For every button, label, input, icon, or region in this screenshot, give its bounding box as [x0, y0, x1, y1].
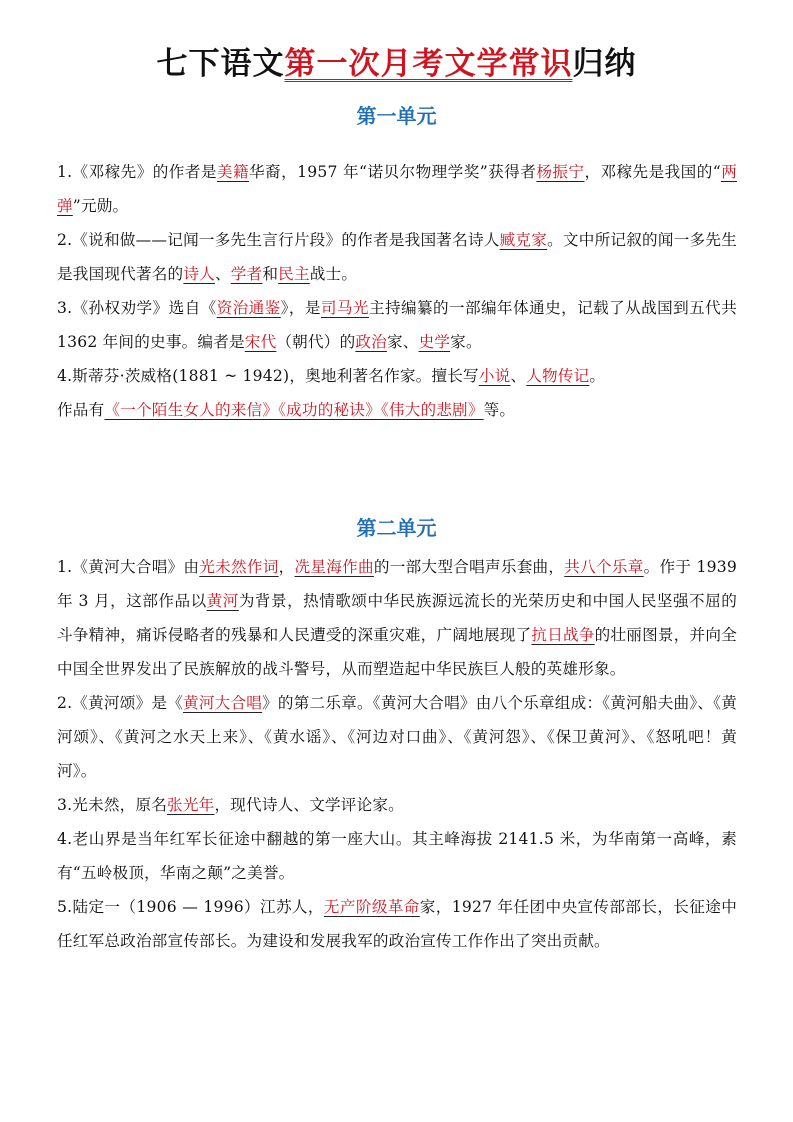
- highlighted-term: 资治通鉴: [216, 299, 281, 317]
- highlighted-term: 司马光: [320, 299, 369, 317]
- highlighted-term: 黄河: [206, 592, 239, 610]
- highlighted-term: 光未然作词: [199, 558, 279, 576]
- text-segment: 的一部大型合唱声乐套曲，: [373, 558, 565, 576]
- unit-2-paragraph: [57, 822, 737, 890]
- highlighted-term: 共八个乐章: [564, 558, 644, 576]
- highlighted-term: 张光年: [167, 796, 215, 814]
- text-segment: 。文中所记叙的闻一多先生是我国现代著名的: [57, 231, 737, 283]
- text-segment: 3.光未然，原名: [57, 796, 168, 814]
- highlighted-term: 无产阶级革命: [323, 898, 420, 916]
- text-segment: 为背景，热情歌颂中华民族源远流长的光荣历史和中国人民坚强不屈的斗争精神，痛诉侵略者的残暴和人民遭受的深重灾难，广阔地展现了: [57, 592, 738, 644]
- unit-heading-1: 第一单元: [356, 104, 437, 128]
- highlighted-term: 民主: [278, 265, 310, 283]
- text-segment: ”元勋。: [72, 197, 129, 215]
- highlighted-term: 黄河大合唱: [183, 694, 263, 712]
- highlighted-term: 史学: [418, 333, 451, 351]
- highlighted-term: 《一个陌生女人的来信》《成功的秘诀》《伟大的悲剧》: [104, 401, 484, 419]
- text-segment: 、: [510, 367, 527, 385]
- unit-1-content: [57, 155, 737, 427]
- highlighted-term: 臧克家: [499, 231, 548, 249]
- text-segment: 。作于 1939 年 3 月，这部作品以: [57, 558, 737, 610]
- highlighted-term: 美籍: [216, 163, 249, 181]
- highlighted-term: 诗人: [183, 265, 215, 283]
- text-segment: 华裔，1957 年“诺贝尔物理学奖”获得者: [249, 163, 537, 181]
- highlighted-term: 人物传记: [526, 367, 590, 385]
- highlighted-term: 宋代: [244, 333, 277, 351]
- highlighted-term: 抗日战争: [531, 626, 595, 644]
- unit-2-paragraph: [57, 890, 737, 958]
- text-segment: 1.《邓稼先》的作者是: [57, 163, 217, 181]
- unit-1-paragraph: [57, 223, 737, 291]
- text-segment: 3.《孙权劝学》选自《: [57, 299, 217, 317]
- text-segment: 、: [214, 265, 231, 283]
- unit-heading-2: 第二单元: [356, 516, 437, 540]
- unit-1-paragraph: [57, 359, 737, 393]
- text-segment: 1.《黄河大合唱》由: [57, 558, 200, 576]
- text-segment: 的壮丽图景，并向全中国全世界发出了民族解放的战斗警号，从而塑造起中华民族巨人般的英雄形象。: [57, 626, 737, 678]
- title-part-3: 归纳: [572, 46, 637, 82]
- unit-2-paragraph: [57, 788, 737, 822]
- title-part-2: 第一次月考文学常识: [284, 46, 573, 82]
- title-part-1: 七下语文: [156, 46, 285, 82]
- text-segment: 4.斯蒂芬·茨威格(1881 ~ 1942)，奥地利著名作家。擅长写: [57, 367, 479, 385]
- unit-1-paragraph: [57, 291, 737, 359]
- text-segment: 2.《说和做——记闻一多先生言行片段》的作者是我国著名诗人: [57, 231, 500, 249]
- highlighted-term: 小说: [478, 367, 511, 385]
- unit-1-paragraph: [57, 393, 737, 427]
- text-segment: 战士。: [309, 265, 358, 283]
- unit-2-paragraph: [57, 550, 737, 686]
- text-segment: 作品有: [57, 401, 105, 419]
- text-segment: 家，1927 年任团中央宣传部部长，长征途中任红军总政治部宣传部长。为建设和发展我军的政治宣传工作作出了突出贡献。: [57, 898, 738, 950]
- text-segment: 》，是: [280, 299, 321, 317]
- highlighted-term: 冼星海作曲: [294, 558, 374, 576]
- text-segment: ，现代诗人、文学评论家。: [214, 796, 404, 814]
- page-title: [0, 42, 793, 86]
- highlighted-term: 杨振宁: [536, 163, 585, 181]
- text-segment: 4.老山界是当年红军长征途中翻越的第一座大山。其主峰海拔 2141.5 米，为华南第一高峰，素有“五岭极顶，华南之颠”之美誉。: [57, 830, 737, 882]
- unit-1-paragraph: [57, 155, 737, 223]
- text-segment: 2.《黄河颂》是《: [57, 694, 184, 712]
- text-segment: 等。: [483, 401, 516, 419]
- highlighted-term: 政治: [355, 333, 387, 351]
- highlighted-term: 两弹: [57, 163, 737, 215]
- highlighted-term: 学者: [230, 265, 263, 283]
- unit-2-paragraph: [57, 686, 737, 788]
- text-segment: （朝代）的: [276, 333, 356, 351]
- unit-2-content: [57, 550, 737, 958]
- text-segment: ，邓稼先是我国的“: [584, 163, 721, 181]
- text-segment: 5.陆定一（1906 — 1996）江苏人，: [57, 898, 324, 916]
- text-segment: 》的第二乐章。《黄河大合唱》由八个乐章组成：《黄河船夫曲》、《黄河颂》、《黄河之水天上来》、《黄水谣》、《河边对口曲》、《黄河怨》、《保卫黄河》、《怒吼吧！黄河》。: [57, 694, 737, 780]
- text-segment: 。: [589, 367, 606, 385]
- text-segment: 家、: [386, 333, 419, 351]
- text-segment: ，: [278, 558, 295, 576]
- text-segment: 和: [262, 265, 279, 283]
- text-segment: 主持编纂的一部编年体通史，记载了从战国到五代共 1362 年间的史事。编者是: [57, 299, 737, 351]
- text-segment: 家。: [450, 333, 482, 351]
